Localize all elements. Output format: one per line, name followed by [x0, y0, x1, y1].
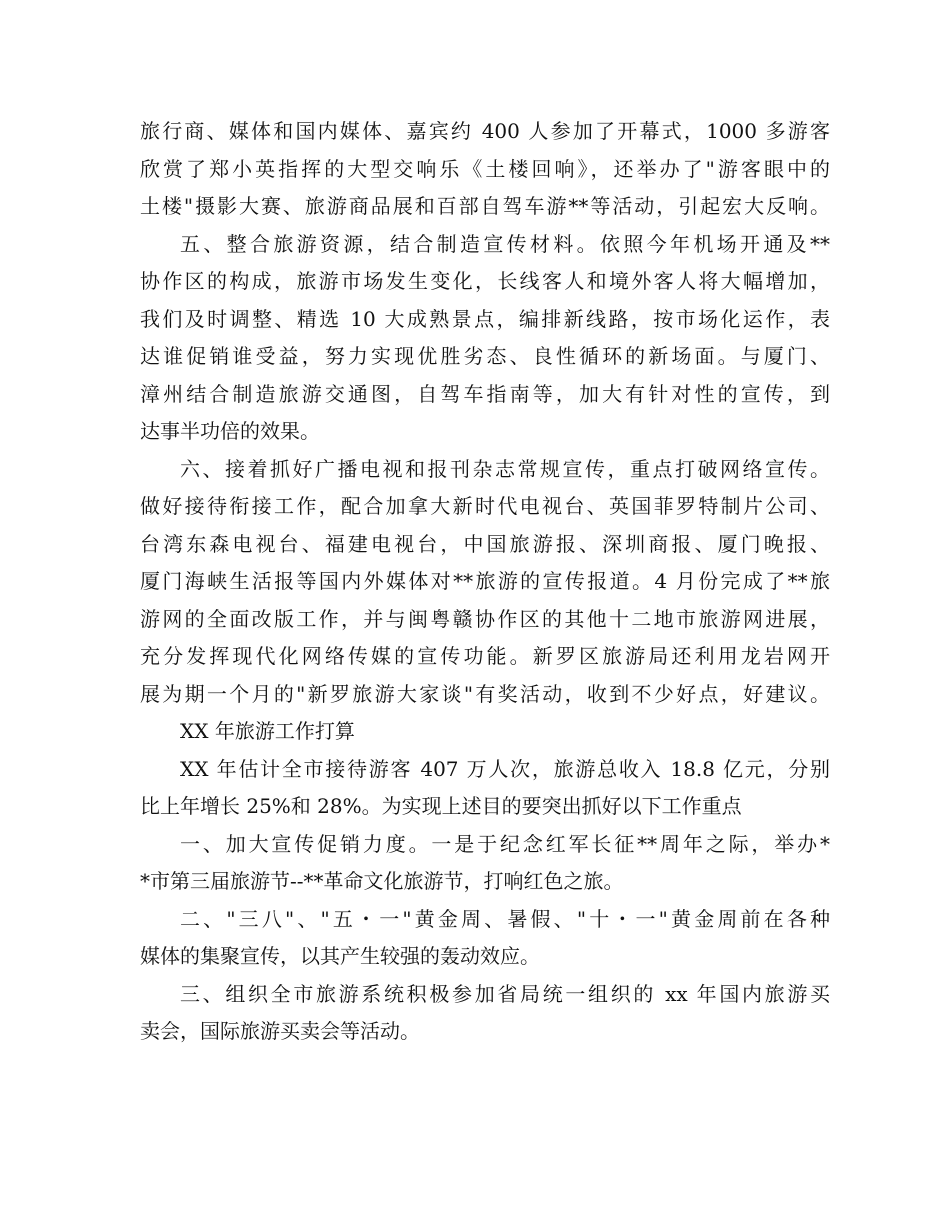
text-line: 卖会，国际旅游买卖会等活动。 — [140, 1019, 420, 1043]
text-line: 六、接着抓好广播电视和报刊杂志常规宣传，重点打破网络宣传。 — [180, 456, 830, 481]
text-line: 达谁促销谁受益，努力实现优胜劣态、良性循环的新场面。与厦门、 — [140, 344, 830, 368]
text-line: 达事半功倍的效果。 — [140, 419, 320, 443]
text-line: 做好接待衔接工作，配合加拿大新时代电视台、英国菲罗特制片公司、 — [140, 494, 830, 518]
text-line: 展为期一个月的"新罗旅游大家谈"有奖活动，收到不少好点，好建议。 — [140, 681, 830, 706]
document-body — [140, 113, 830, 1051]
text-line: 协作区的构成，旅游市场发生变化，长线客人和境外客人将大幅增加， — [140, 269, 830, 293]
text-line: 漳州结合制造旅游交通图，自驾车指南等，加大有针对性的宣传，到 — [140, 381, 830, 406]
text-line: 二、"三八"、"五・一"黄金周、暑假、"十・一"黄金周前在各种 — [180, 906, 830, 931]
text-line: 媒体的集聚宣传，以其产生较强的轰动效应。 — [140, 944, 540, 968]
text-line: 一、加大宣传促销力度。一是于纪念红军长征**周年之际，举办* — [180, 831, 830, 856]
text-line: *市第三届旅游节--**革命文化旅游节，打响红色之旅。 — [140, 869, 624, 893]
text-line: 三、组织全市旅游系统积极参加省局统一组织的 xx 年国内旅游买 — [180, 981, 830, 1006]
text-line: 台湾东森电视台、福建电视台，中国旅游报、深圳商报、厦门晚报、 — [140, 531, 830, 556]
text-line: 五、整合旅游资源，结合制造宣传材料。依照今年机场开通及** — [180, 231, 830, 256]
text-line: 游网的全面改版工作，并与闽粤赣协作区的其他十二地市旅游网进展， — [140, 606, 830, 631]
text-line: 土楼"摄影大赛、旅游商品展和百部自驾车游**等活动，引起宏大反响。 — [140, 194, 830, 218]
text-line: XX 年旅游工作打算 — [180, 719, 355, 743]
text-line: 旅行商、媒体和国内媒体、嘉宾约 400 人参加了开幕式，1000 多游客 — [140, 119, 830, 143]
text-line: 厦门海峡生活报等国内外媒体对**旅游的宣传报道。4 月份完成了**旅 — [140, 569, 830, 593]
text-line: 比上年增长 25%和 28%。为实现上述目的要突出抓好以下工作重点 — [140, 794, 742, 818]
text-line: 欣赏了郑小英指挥的大型交响乐《土楼回响》，还举办了"游客眼中的 — [140, 156, 830, 181]
text-line: 我们及时调整、精选 10 大成熟景点，编排新线路，按市场化运作，表 — [140, 306, 830, 331]
text-line: XX 年估计全市接待游客 407 万人次，旅游总收入 18.8 亿元，分别 — [180, 756, 830, 781]
text-line: 充分发挥现代化网络传媒的宣传功能。新罗区旅游局还利用龙岩网开 — [140, 644, 830, 668]
